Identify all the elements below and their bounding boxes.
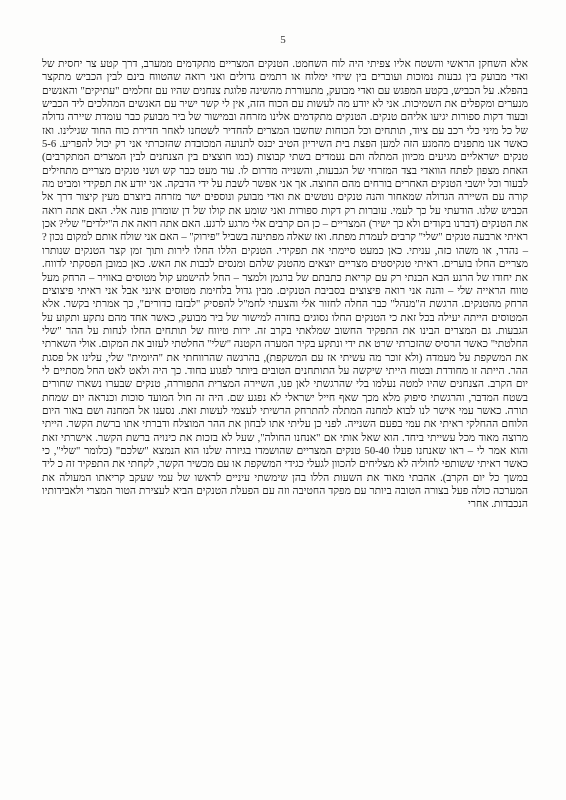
body-text xyxy=(42,58,528,512)
page-number: 5 xyxy=(280,34,286,46)
body-paragraph: אלא השחקן הראשי והשטח אליו צפיתי היה לוח השחמט. הטנקים המצריים מתקדמים ממערב, דרך קטע צר יחסית של ואדי מבועק בין גבעות נמוכות ועוברים בין שיחי ימלוח או רתמים גדולים ואני רואה שהטווח בינם לבין הכביש מתקצר בהפלא. על הכביש, בקטע המפגש עם ואדי מבועק, מתעוררת מהשינה פלוגת צנחנים שהיו עם זחלמים "עתיקים" והאנשים מנערים ומקפלים את השמיכות. אני לא יודע מה לעשות עם הכוח הזה, אין לי קשר ישיר עם האנשים המהלכים ליד הכביש ובעוד דקות ספורות יגיעו אליהם טנקים. הטנקים מתקדמים אלינו מזרחה ובמישור של ביר מבועק כבר עומדת שיירה גדולה של כל מיני כלי רכב עם ציוד, תותחים וכל הכוחות שחשבו המצרים להחדיר לשטחנו לאחר חדירת כוח החוד שגילינו. ואז כאשר אנו מתפנים מהמגע הזה למען הפצת בית השיריון הטיב יכנס לתנועה המכובדת שהזכרתי אני רק יכול להפריע. 5-6 טנקים ישראליים מגיעים מכיוון המתלה והם נעמדים בשתי קבוצות (כמו חוצצים בין הצנחנים לבין המצרים המתקרבים) האחת מצפון לפתח הוואדי בצד המזרחי של הגבעות, והשנייה מדרום לו. עוד מעט כבר קש ושני טנקים מצריים מתחילים לבעור וכל יושבי הטנקים האחרים בורחים מהם החוצה. אך אני אפשר לשבת על ידי הדבקה. אני יודע את תפקידי ומביט מה קורה עם השיירה הגדולה שמאחור והנה טנקים נוטשים את ואדי מבועק ונוספים ישר מזרחה ביוצרם מעין קיצור דרך אל הכביש שלנו. הודעתי על כך לעמי. עוברות רק דקות ספורות ואני שומע את קולו של דן שומרון פונה אלי. האם אתה רואה את הטנקים (דברנו בקודים ולא כך ישיר) המצריים – כן הם קרבים אלי מרגע לרגע. האם אתה רואה את ה"ילדים" שלי? אכן ראיתי ארבעה טנקים "שלי" קרבים לעמדת מפתח. ואז שאלה מפתיעה בשביל "פירוק" – האם אני שולח אותם למקום נכון ? – נהדר, או משהו כזה, עניתי. כאן כמעט סיימתי את תפקידי. הטנקים הללו החלו לירות ותוך זמן קצר הטנקים שנותרו מצריים החלו בוערים. ראיתי טנקיסטים מצריים יוצאים מהטנק שלהם ומנסים לכבות את האש. כאן כמובן הפסקתי לדווח. את יחודו של הרגע הבא הבנתי רק עם קריאת כתבתם של ברגמן ולמצר – החל להישמע קול מטוסים באוויר – הרחק מעל טווח הראייה שלי – והנה אני רואה פיצוצים בסביבת הטנקים. מבין גדול בלחימת מטוסים אינני אבל אני ראיתי פיצוצים הרחק מהטנקים. הרגשת ה"מנהל" כבר החלה לחזור אלי והצעתי לחמ"ל להפסיק "לבזבז כדורים", כך אמרתי בקשר. אלא המטוסים הייתה יעילה בכל זאת כי הטנקים החלו נסוגים בחזרה למישור של ביר מבועק, כאשר אחד מהם נתקע ותקוע על הגבעות. גם המצרים הבינו את התפקיד החשוב שמלאתי בקרב זה. ירות טיווח של תותחים החלו לנחות על ההר "שלי החלטתי" כאשר הרסיס שהזכרתי שרט את ידי ונתקע בקיר המערה הקטנה "שלי" החלטתי לעזוב את המקום. אולי השארתי את המשקפת על מעמדה (ולא זוכר מה עשיתי אז עם המשקפת), בהרגשה שהרווחתי את "היומית" שלי, עלינו אל פסגת ההר. הייתה זו מחודדת ובטוח הייתי שיקשה על התותחנים הטובים ביותר לפגוע בחוד. כך היה ולאט לאט החל מסתיים לי יום הקרב. הצנחנים שהיו למטה נעלמו בלי שהרגשתי לאן פנו, השיירה המצרית התפוררה, טנקים שבערו נשארו שחורים בשטח המדבר, והרגשתי סיפוק מלא מכך שאף חייל ישראלי לא נפגע שם. היה זה חול המועד סוכות וכנראה יום שמחת תורה. כאשר עמי אישר לנו לבוא למחנה המתלה להתרחק הרשיתי לעצמי לעשות זאת. נסענו אל המחנה ושם באור היום הלוחם ההחלקי ראיתי את עמי בפעם השנייה. לפני כן עליתי אתו לבחון את ההר המוצלח ודברתי אתו ברשת הקשר. הייתי מרוצה מאוד מכל עשייתי ביחד. הוא שאל אותי אם "אנחנו החולה", שעל לא בזכות את כינויה ברשת הקשר. אישרתי זאת והוא אמר לי – ראו שאנחנו פעלו 50-40 טנקים המצריים שהושמדו בגיזרה שלנו הוא הנמצא "שלכם" (כלומר "שלי", כי כאשר ראיתי ששותפי לחוליה לא מצליחים להכוון לגעלי כגידי המשקפת או עם מכשיר הקשר, לקחתי את התפקיד זה כ ליד במשך כל יום הקרב). אהבתי מאוד את השעות הללו בהן שימשתי עיניים לראשו של עמי שעקב קריאתו המעולה את המערכה כולה פעל בצורה הטובה ביותר עם מפקד החטיבה וזה עם הפעלת הטנקים הביא לעצירת הטור המצרי ולאבידותיו הנכבדות. אחרי xyxy=(42,59,528,511)
